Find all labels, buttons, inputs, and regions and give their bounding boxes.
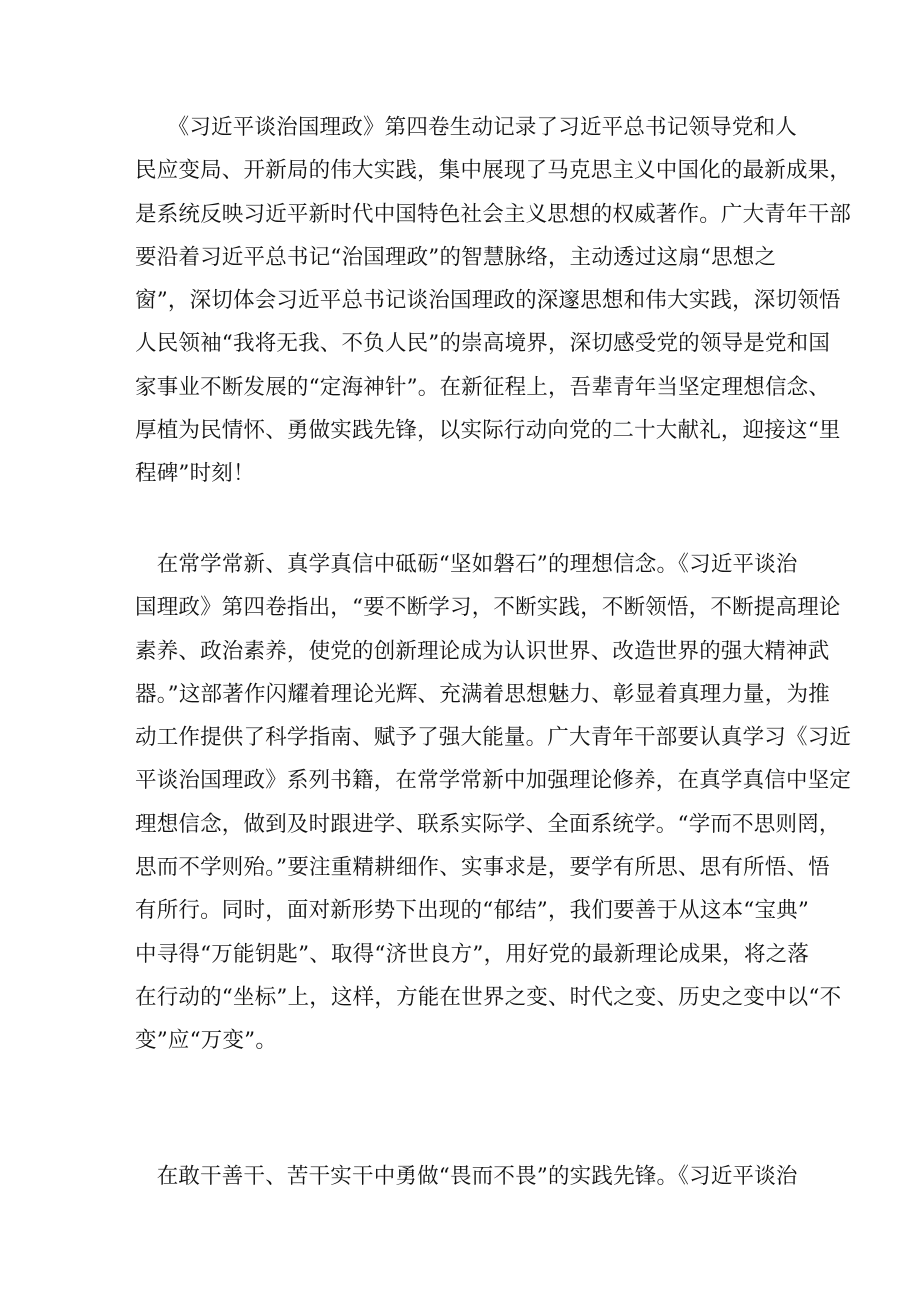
text-line: 在常学常新、真学真信中砥砺“坚如磐石”的理想信念。《习近平谈治 <box>135 552 798 577</box>
text-line: 素养、政治素养，使党的创新理论成为认识世界、改造世界的强大精神武 <box>135 638 830 664</box>
text-line: 在敢干善干、苦干实干中勇做“畏而不畏”的实践先锋。《习近平谈治 <box>135 1164 798 1189</box>
text-line: 程碑”时刻！ <box>135 461 255 487</box>
paragraph-practice <box>135 1155 798 1198</box>
text-line: 理想信念，做到及时跟进学、联系实际学、全面系统学。“学而不思则罔， <box>135 811 841 837</box>
text-line: 动工作提供了科学指南、赋予了强大能量。广大青年干部要认真学习《习近 <box>135 725 852 751</box>
text-line: 平谈治国理政》系列书籍，在常学常新中加强理论修养，在真学真信中坚定 <box>135 768 852 794</box>
text-line: 民应变局、开新局的伟大实践，集中展现了马克思主义中国化的最新成果， <box>135 158 852 184</box>
paragraph-intro <box>135 106 852 496</box>
text-line: 变”应“万变”。 <box>135 1028 278 1054</box>
text-line: 是系统反映习近平新时代中国特色社会主义思想的权威著作。广大青年干部 <box>135 201 852 227</box>
text-line: 器。”这部著作闪耀着理论光辉、充满着思想魅力、彰显着真理力量，为推 <box>135 681 830 707</box>
text-line: 厚植为民情怀、勇做实践先锋，以实际行动向党的二十大献礼，迎接这“里 <box>135 418 841 444</box>
text-line: 家事业不断发展的“定海神针”。在新征程上，吾辈青年当坚定理想信念、 <box>135 374 831 400</box>
text-line: 在行动的“坐标”上，这样，方能在世界之变、时代之变、历史之变中以“不 <box>135 984 842 1010</box>
text-line: 国理政》第四卷指出，“要不断学习，不断实践，不断领悟，不断提高理论 <box>135 595 841 621</box>
text-line: 要沿着习近平总书记“治国理政”的智慧脉络，主动透过这扇“思想之 <box>135 244 777 270</box>
text-line: 《习近平谈治国理政》第四卷生动记录了习近平总书记领导党和人 <box>135 115 797 140</box>
text-line: 思而不学则殆。”要注重精耕细作、实事求是，要学有所思、思有所悟、悟 <box>135 855 830 881</box>
text-line: 窗”，深切体会习近平总书记谈治国理政的深邃思想和伟大实践，深切领悟 <box>135 288 841 314</box>
paragraph-study <box>135 543 852 1063</box>
text-line: 人民领袖“我将无我、不负人民”的崇高境界，深切感受党的领导是党和国 <box>135 331 831 357</box>
text-line: 中寻得“万能钥匙”、取得“济世良方”，用好党的最新理论成果，将之落 <box>135 941 810 967</box>
text-line: 有所行。同时，面对新形势下出现的“郁结”，我们要善于从这本“宝典” <box>135 898 810 924</box>
